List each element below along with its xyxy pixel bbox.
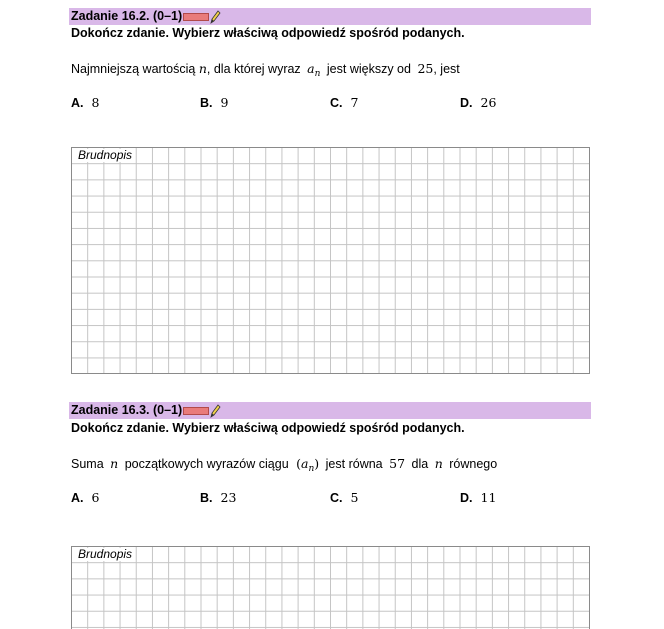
option-letter: B. [200,96,213,110]
option-letter: B. [200,491,213,505]
question-part: dla [411,457,429,471]
option-value: 23 [220,490,237,505]
option-value: 9 [220,95,229,110]
option-value: 7 [350,95,359,110]
score-area [183,10,221,24]
option-value: 26 [480,95,497,110]
math-number: 57 [389,456,406,471]
math-var-a: a [301,456,309,471]
option-letter: C. [330,491,343,505]
math-var-n: n [198,61,207,76]
draft-label: Brudnopis [75,149,135,162]
pencil-icon [209,404,221,418]
option-letter: D. [460,491,473,505]
question-text [71,61,460,79]
question-text [71,456,497,474]
task-instruction: Dokończ zdanie. Wybierz właściwą odpowiedź spośród podanych. [71,421,465,435]
option-value: 6 [91,490,100,505]
math-seq-an [296,456,320,474]
question-part: Najmniejszą wartością [71,62,196,76]
math-number: 25 [417,61,434,76]
math-var-n: n [110,456,119,471]
option-d[interactable] [460,95,496,110]
task-instruction: Dokończ zdanie. Wybierz właściwą odpowiedź spośród podanych. [71,26,465,40]
score-box-icon [183,407,209,415]
question-part: Suma [71,457,104,471]
task-title: Zadanie 16.2. (0–1) [71,9,183,23]
answer-options [71,490,591,508]
option-c[interactable] [330,95,358,110]
math-var-a: a [307,61,315,76]
math-sub-n: n [308,464,315,474]
question-part: jest większy od [326,62,411,76]
option-a[interactable] [71,490,99,505]
option-c[interactable] [330,490,358,505]
math-paren: ( [296,456,302,471]
math-paren: ) [314,456,320,471]
option-letter: A. [71,491,84,505]
option-value: 5 [350,490,359,505]
option-b[interactable] [200,490,236,505]
question-part: , jest [433,62,460,76]
answer-options [71,95,591,113]
option-b[interactable] [200,95,228,110]
score-box-icon [183,13,209,21]
option-letter: C. [330,96,343,110]
question-part: początkowych wyrazów ciągu [124,457,289,471]
question-part: , dla której wyraz [206,62,301,76]
option-value: 11 [480,490,497,505]
draft-grid[interactable] [71,546,590,629]
option-letter: A. [71,96,84,110]
question-part: jest równa [325,457,383,471]
draft-label: Brudnopis [75,548,135,561]
math-sub-n: n [314,69,321,79]
math-term-an [307,61,321,79]
option-value: 8 [91,95,100,110]
task-title: Zadanie 16.3. (0–1) [71,403,183,417]
question-part: równego [449,457,498,471]
task-header-16-3 [69,402,591,419]
option-d[interactable] [460,490,496,505]
option-letter: D. [460,96,473,110]
task-header-16-2 [69,8,591,25]
math-var-n: n [434,456,443,471]
score-area [183,404,221,418]
pencil-icon [209,10,221,24]
draft-grid[interactable] [71,147,590,374]
option-a[interactable] [71,95,99,110]
